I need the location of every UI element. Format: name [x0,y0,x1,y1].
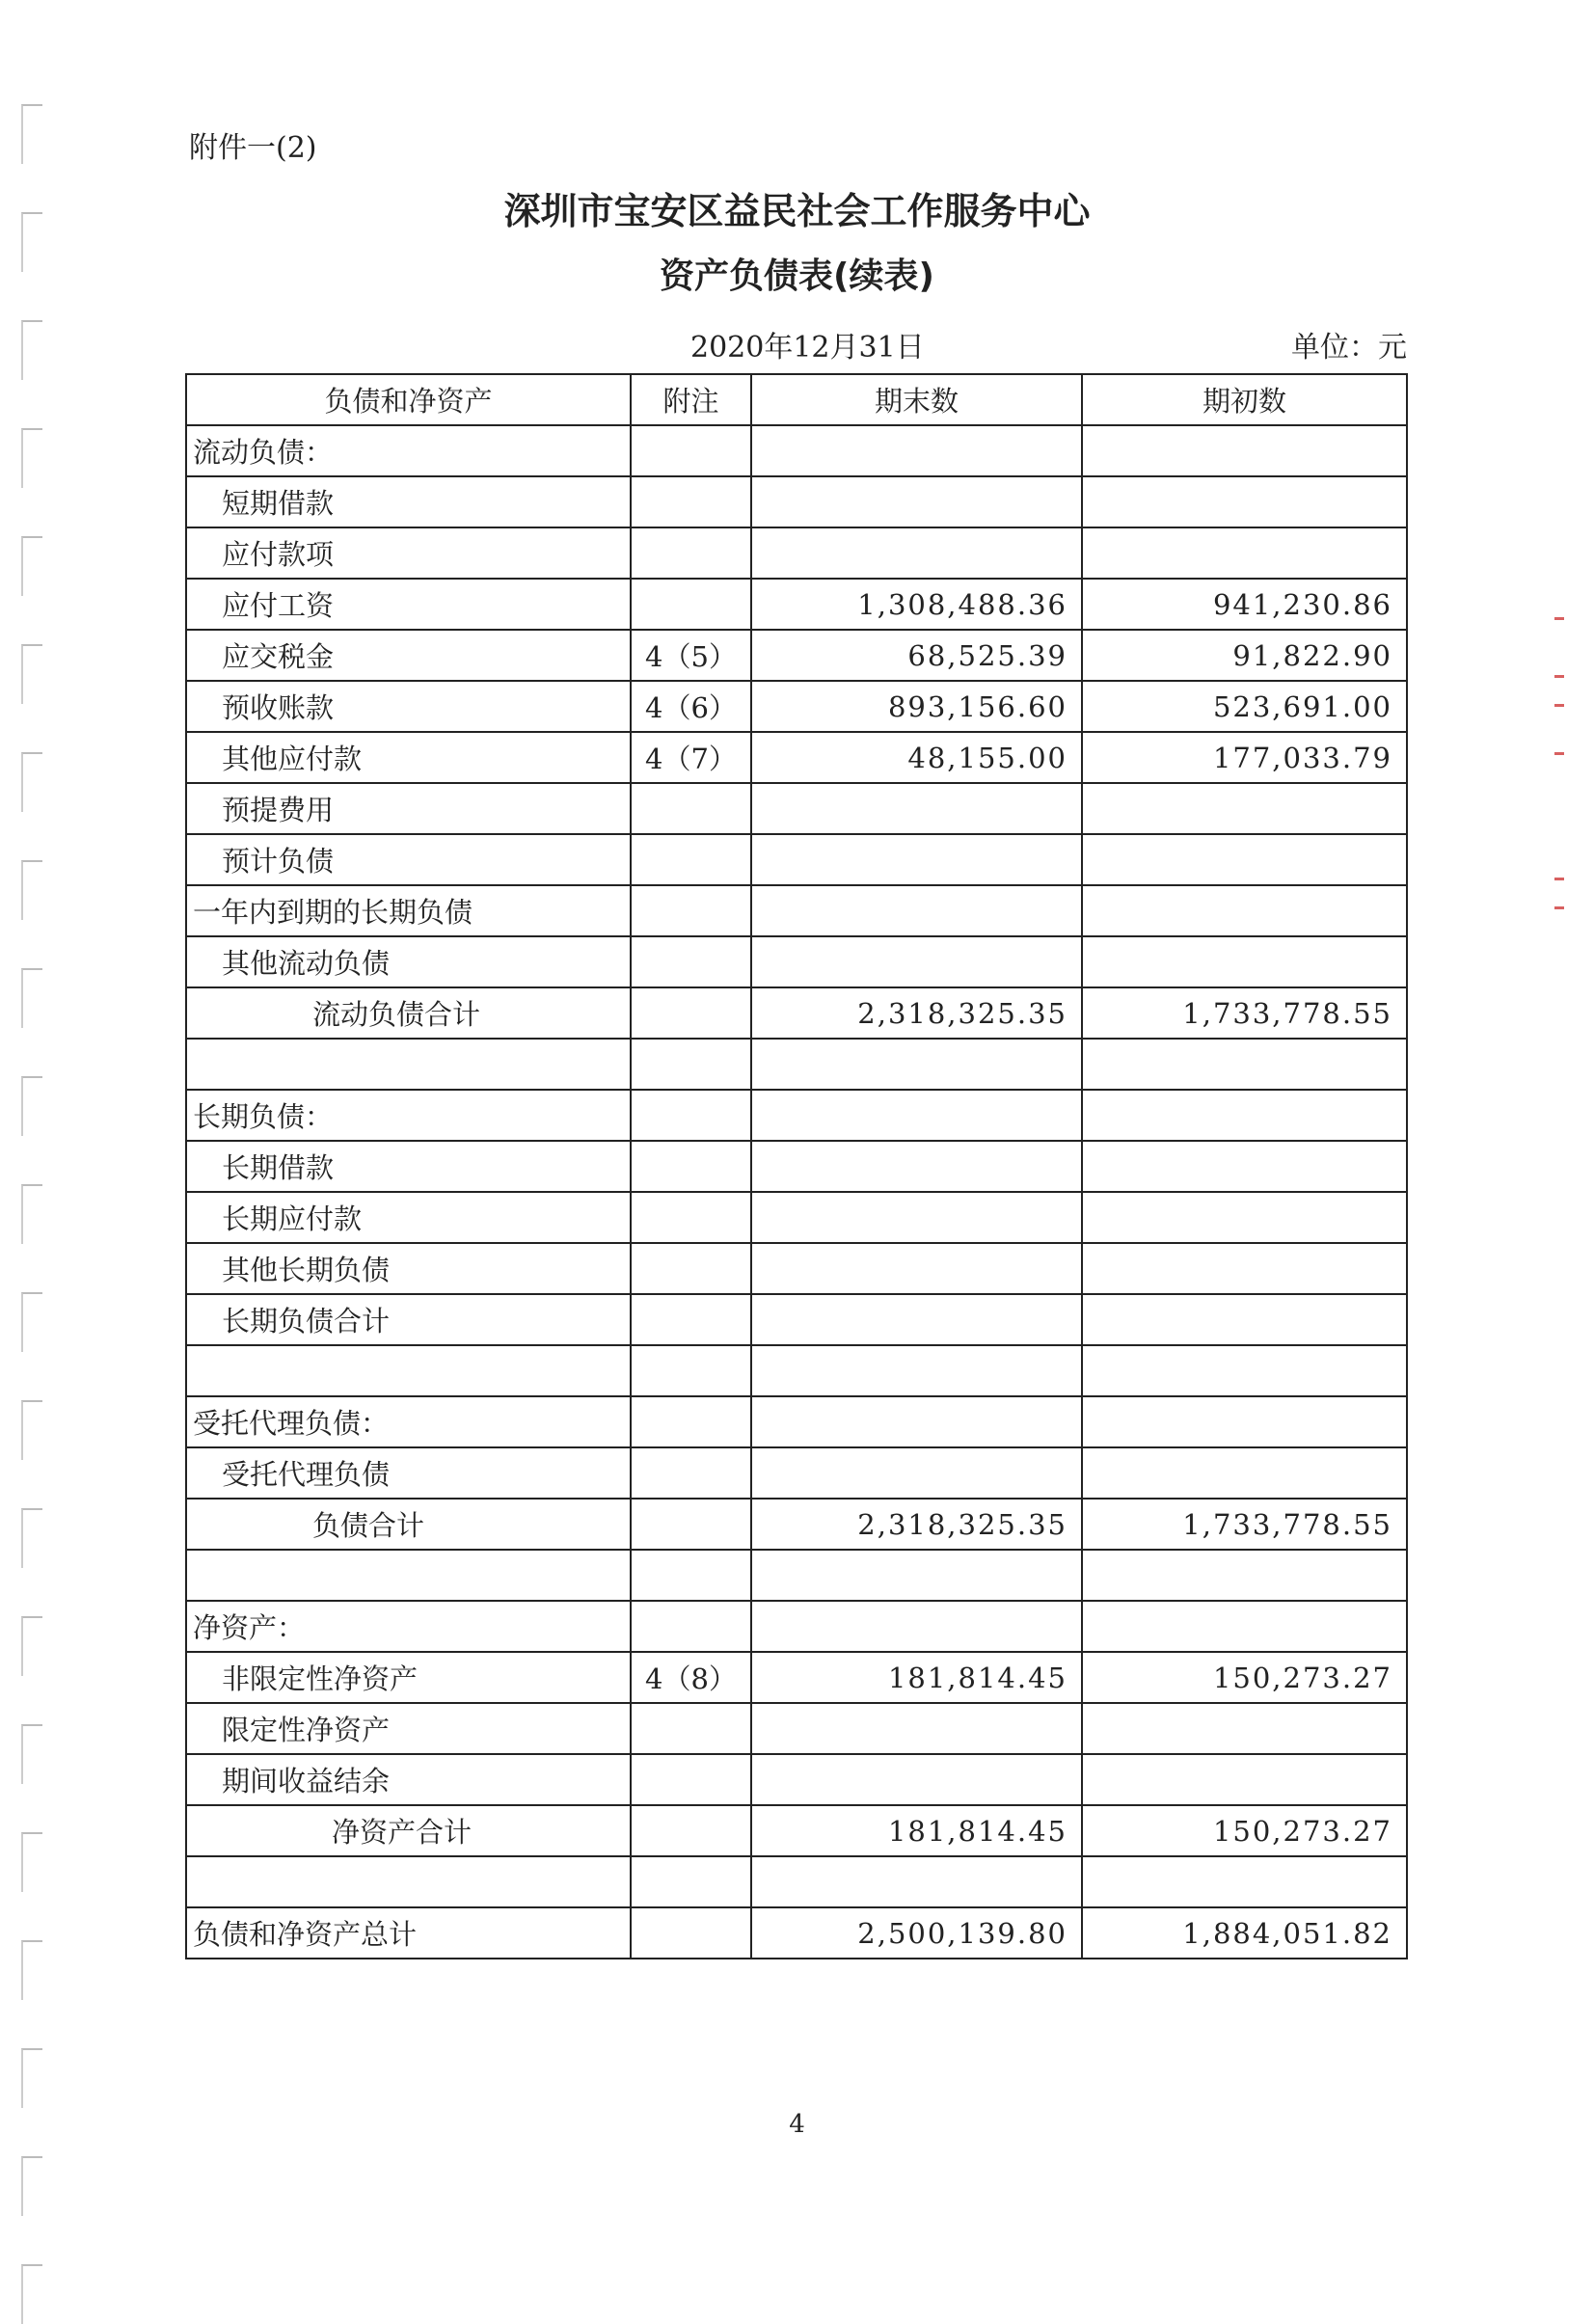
binding-hole-marks [21,0,41,2255]
column-header-period-end: 期末数 [751,374,1082,425]
row-note [631,834,751,885]
column-header-period-begin: 期初数 [1082,374,1407,425]
column-header-note: 附注 [631,374,751,425]
row-note [631,987,751,1039]
currency-unit: 单位：元 [1291,331,1407,365]
row-period-end-value [751,783,1082,834]
row-label: 短期借款 [186,476,631,527]
row-label: 净资产合计 [186,1805,631,1856]
table-row [186,1499,1407,1550]
table-row [186,425,1407,476]
row-period-begin-value: 523,691.00 [1082,681,1407,732]
seal-ink-mark [1554,752,1564,755]
table-row [186,987,1407,1039]
row-period-begin-value [1082,1396,1407,1447]
row-label: 负债合计 [186,1499,631,1550]
table-row [186,579,1407,630]
row-note [631,936,751,987]
table-row [186,1192,1407,1243]
row-period-begin-value [1082,783,1407,834]
row-period-begin-value [1082,1192,1407,1243]
report-date: 2020年12月31日 [690,331,925,365]
row-period-begin-value [1082,1754,1407,1805]
row-period-begin-value: 1,733,778.55 [1082,987,1407,1039]
binding-mark [21,1400,42,1460]
row-label: 非限定性净资产 [186,1652,631,1703]
row-period-begin-value [1082,885,1407,936]
table-row [186,1754,1407,1805]
table-row [186,1703,1407,1754]
binding-mark [21,1184,42,1244]
row-period-end-value: 2,500,139.80 [751,1907,1082,1959]
row-note: 4（5） [631,630,751,681]
row-period-end-value [751,1192,1082,1243]
row-note [631,1499,751,1550]
binding-mark [21,1724,42,1784]
row-period-end-value [751,1243,1082,1294]
table-row [186,630,1407,681]
table-row [186,527,1407,579]
row-note [631,527,751,579]
row-label: 长期负债： [186,1090,631,1141]
row-note [631,1396,751,1447]
row-note [631,1550,751,1601]
organization-name: 深圳市宝安区益民社会工作服务中心 [503,190,1091,232]
binding-mark [21,2264,42,2324]
row-period-begin-value [1082,936,1407,987]
row-label: 期间收益结余 [186,1754,631,1805]
table-row [186,1090,1407,1141]
binding-mark [21,104,42,164]
row-label: 负债和净资产总计 [186,1907,631,1959]
row-note [631,1754,751,1805]
row-period-begin-value: 1,733,778.55 [1082,1499,1407,1550]
row-period-begin-value: 150,273.27 [1082,1805,1407,1856]
column-header-item: 负债和净资产 [186,374,631,425]
binding-mark [21,1940,42,2000]
row-period-begin-value [1082,527,1407,579]
row-period-end-value [751,1550,1082,1601]
row-period-begin-value: 150,273.27 [1082,1652,1407,1703]
row-period-begin-value [1082,1550,1407,1601]
row-period-end-value [751,885,1082,936]
row-label: 其他应付款 [186,732,631,783]
row-label [186,1856,631,1907]
row-period-end-value [751,1090,1082,1141]
row-note [631,1243,751,1294]
row-period-end-value [751,1856,1082,1907]
table-header-row [186,374,1407,425]
row-period-begin-value [1082,1294,1407,1345]
row-period-end-value [751,936,1082,987]
binding-mark [21,2048,42,2108]
row-period-end-value: 2,318,325.35 [751,1499,1082,1550]
table-row [186,732,1407,783]
row-period-begin-value: 177,033.79 [1082,732,1407,783]
row-period-end-value [751,1141,1082,1192]
row-period-begin-value [1082,425,1407,476]
row-note [631,1601,751,1652]
row-label: 预收账款 [186,681,631,732]
row-label: 应交税金 [186,630,631,681]
binding-mark [21,320,42,380]
row-period-end-value: 48,155.00 [751,732,1082,783]
row-label: 限定性净资产 [186,1703,631,1754]
row-period-end-value [751,1039,1082,1090]
row-period-begin-value [1082,834,1407,885]
annex-label: 附件一(2) [189,131,317,165]
row-period-begin-value: 91,822.90 [1082,630,1407,681]
row-note [631,1141,751,1192]
row-note: 4（7） [631,732,751,783]
row-label: 长期借款 [186,1141,631,1192]
row-note [631,1907,751,1959]
row-period-end-value [751,1601,1082,1652]
row-label: 流动负债： [186,425,631,476]
table-row [186,1856,1407,1907]
row-label: 预计负债 [186,834,631,885]
row-note [631,1856,751,1907]
row-period-end-value [751,1447,1082,1499]
row-period-end-value: 893,156.60 [751,681,1082,732]
row-note [631,476,751,527]
row-period-begin-value [1082,1856,1407,1907]
table-row [186,1805,1407,1856]
row-period-end-value [751,425,1082,476]
row-note [631,1703,751,1754]
table-row [186,1243,1407,1294]
seal-ink-mark [1554,617,1564,620]
binding-mark [21,428,42,488]
row-period-end-value [751,476,1082,527]
row-period-end-value: 68,525.39 [751,630,1082,681]
row-period-begin-value: 941,230.86 [1082,579,1407,630]
row-period-end-value [751,834,1082,885]
row-note [631,1090,751,1141]
table-row [186,936,1407,987]
document-title: 资产负债表(续表) [660,257,934,296]
row-period-end-value: 2,318,325.35 [751,987,1082,1039]
row-period-end-value [751,1294,1082,1345]
table-row [186,885,1407,936]
row-note [631,1039,751,1090]
row-period-end-value [751,1703,1082,1754]
row-note [631,1192,751,1243]
row-period-begin-value [1082,476,1407,527]
seal-stamp-fragment [1554,617,1580,926]
row-label: 应付款项 [186,527,631,579]
table-row [186,834,1407,885]
binding-mark [21,968,42,1028]
binding-mark [21,752,42,812]
table-row [186,1141,1407,1192]
row-period-end-value: 1,308,488.36 [751,579,1082,630]
page-number: 4 [789,2110,805,2139]
binding-mark [21,1508,42,1568]
row-period-end-value: 181,814.45 [751,1805,1082,1856]
row-period-begin-value [1082,1090,1407,1141]
seal-ink-mark [1554,878,1564,880]
row-note: 4（8） [631,1652,751,1703]
row-period-end-value [751,527,1082,579]
row-note [631,1447,751,1499]
row-period-end-value [751,1754,1082,1805]
row-note [631,579,751,630]
row-note [631,1345,751,1396]
seal-ink-mark [1554,675,1564,678]
row-period-begin-value [1082,1601,1407,1652]
table-row [186,476,1407,527]
row-label: 其他流动负债 [186,936,631,987]
binding-mark [21,536,42,596]
table-row [186,1396,1407,1447]
table-row [186,1447,1407,1499]
row-label: 受托代理负债 [186,1447,631,1499]
table-row [186,1039,1407,1090]
binding-mark [21,860,42,920]
row-period-begin-value [1082,1447,1407,1499]
row-label: 净资产： [186,1601,631,1652]
row-period-begin-value [1082,1243,1407,1294]
row-period-begin-value [1082,1141,1407,1192]
row-period-end-value [751,1345,1082,1396]
row-period-begin-value [1082,1345,1407,1396]
row-label: 其他长期负债 [186,1243,631,1294]
row-label: 长期负债合计 [186,1294,631,1345]
row-label: 一年内到期的长期负债 [186,885,631,936]
row-label: 预提费用 [186,783,631,834]
row-note [631,783,751,834]
table-row [186,1907,1407,1959]
row-note: 4（6） [631,681,751,732]
table-row [186,1550,1407,1601]
row-label: 流动负债合计 [186,987,631,1039]
table-row [186,1345,1407,1396]
table-row [186,1652,1407,1703]
row-label [186,1039,631,1090]
row-period-begin-value [1082,1039,1407,1090]
row-note [631,1805,751,1856]
row-period-begin-value [1082,1703,1407,1754]
seal-ink-mark [1554,906,1564,909]
binding-mark [21,1076,42,1136]
binding-mark [21,644,42,704]
row-label [186,1345,631,1396]
row-label: 应付工资 [186,579,631,630]
row-period-begin-value: 1,884,051.82 [1082,1907,1407,1959]
table-row [186,1294,1407,1345]
binding-mark [21,1292,42,1352]
row-note [631,425,751,476]
row-note [631,1294,751,1345]
row-label [186,1550,631,1601]
binding-mark [21,1616,42,1676]
balance-sheet-table [185,373,1408,1959]
row-label: 长期应付款 [186,1192,631,1243]
row-period-end-value [751,1396,1082,1447]
seal-ink-mark [1554,704,1564,707]
table-row [186,681,1407,732]
row-period-end-value: 181,814.45 [751,1652,1082,1703]
table-row [186,783,1407,834]
binding-mark [21,2156,42,2216]
binding-mark [21,1832,42,1892]
row-label: 受托代理负债： [186,1396,631,1447]
table-row [186,1601,1407,1652]
row-note [631,885,751,936]
